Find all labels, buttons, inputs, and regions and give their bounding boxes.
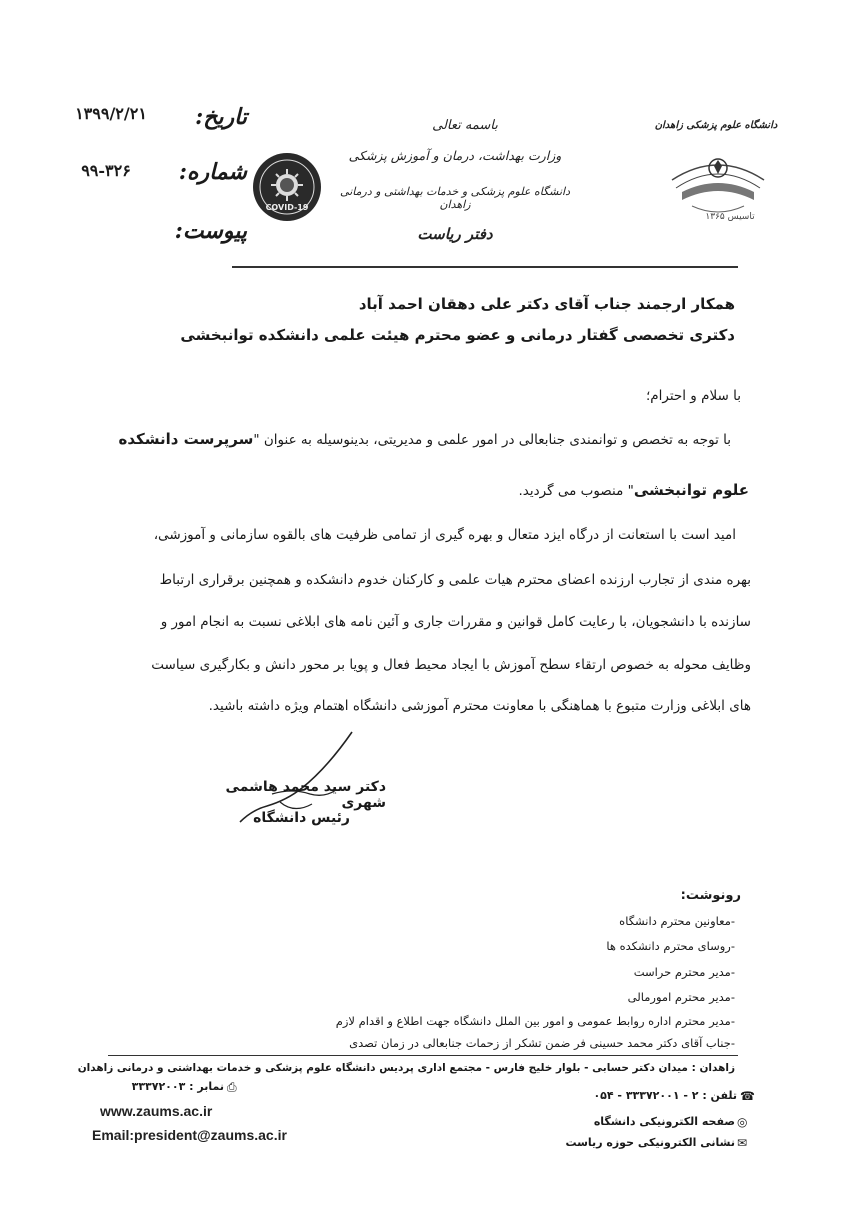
number-label: شماره: bbox=[178, 159, 247, 185]
cc-item: -مدیر محترم امورمالی bbox=[627, 990, 735, 1004]
footer-divider bbox=[108, 1055, 738, 1056]
footer-address: زاهدان : میدان دکتر حسابی - بلوار خلیج فارس - مجتمع اداری پردیس دانشگاه علوم پزشکی و خدمات بهداشتی و درمانی زاهدان bbox=[77, 1062, 735, 1074]
appointment-title-part-2: علوم توانبخشی bbox=[633, 481, 749, 499]
footer-e-address-label: نشانی الکترونیکی حوزه ریاست bbox=[565, 1136, 735, 1149]
signatory-name: دکتر سید محمد هاشمی شهری bbox=[225, 779, 386, 811]
date-label: تاریخ: bbox=[195, 104, 247, 130]
paragraph-1-text: با توجه به تخصص و توانمندی جنابعالی در امور علمی و مدیریتی، بدینوسیله به عنوان " bbox=[253, 432, 731, 448]
cc-item: -مدیر محترم حراست bbox=[633, 965, 735, 979]
website-link[interactable]: www.zaums.ac.ir bbox=[100, 1103, 213, 1119]
cc-item: -جناب آقای دکتر محمد حسینی فر ضمن تشکر از زحمات جنابعالی در زمان تصدی bbox=[349, 1036, 735, 1050]
paragraph-1-line-2 bbox=[109, 481, 749, 499]
attachment-label: پیوست: bbox=[174, 218, 247, 244]
paragraph-2-line: وظایف محوله به خصوص ارتقاء سطح آموزش با ایجاد محیط فعال و پویا بر محور دانش و بکارگیری سیاست bbox=[151, 657, 751, 673]
cc-item: -معاونین محترم دانشگاه bbox=[619, 914, 735, 928]
logo-caption: دانشگاه علوم پزشکی زاهدان bbox=[654, 120, 778, 131]
footer-fax: نمابر : ۳۳۳۷۲۰۰۳ bbox=[131, 1080, 224, 1093]
phone-icon: ☎ bbox=[740, 1089, 755, 1103]
office-name: دفتر ریاست bbox=[417, 225, 493, 243]
cc-heading: رونوشت: bbox=[680, 888, 741, 903]
paragraph-2-line: امید است با استعانت از درگاه ایزد متعال و بهره گیری از تمامی ظرفیت های بالقوه سازمانی و آموزشی، bbox=[153, 527, 736, 543]
paragraph-2-line: سازنده با دانشجویان، با رعایت کامل قوانین و مقررات جاری و آئین نامه های ابلاغی نسبت به انجام امور و bbox=[160, 614, 751, 630]
paragraph-2-line: بهره مندی از تجارب ارزنده اعضای محترم هیات علمی و کارکنان خدوم دانشکده و همچنین برقراری ارتباط bbox=[159, 572, 751, 588]
university-name: دانشگاه علوم پزشکی و خدمات بهداشتی و درمانی زاهدان bbox=[340, 185, 570, 211]
cc-item: -روسای محترم دانشکده ها bbox=[606, 939, 735, 953]
covid-badge-label: COVID-19 bbox=[265, 203, 309, 212]
paragraph-1-ending: " منصوب می گردید. bbox=[518, 483, 634, 499]
date-value: ۱۳۹۹/۲/۲۱ bbox=[75, 104, 147, 123]
covid-badge bbox=[252, 152, 322, 222]
ministry-name: وزارت بهداشت، درمان و آموزش پزشکی bbox=[348, 148, 562, 163]
paragraph-1-line-1 bbox=[91, 430, 731, 448]
appointment-title-part-1: سرپرست دانشکده bbox=[118, 430, 254, 448]
footer-e-page-label: صفحه الکترونیکی دانشگاه bbox=[593, 1115, 735, 1128]
fax-icon: ⎙ bbox=[227, 1080, 237, 1094]
email-link[interactable]: Email:president@zaums.ac.ir bbox=[92, 1127, 287, 1143]
web-icon: ◎ bbox=[737, 1115, 748, 1129]
number-value: ۹۹-۳۲۶ bbox=[81, 161, 131, 180]
bismillah: باسمه تعالی bbox=[432, 118, 498, 133]
recipient-line-1: همکار ارجمند جناب آقای دکتر علی دهقان احمد آباد bbox=[358, 295, 735, 313]
signatory-title: رئیس دانشگاه bbox=[253, 810, 350, 826]
logo-year: تاسیس ۱۳۶۵ bbox=[705, 212, 755, 222]
paragraph-2-line: های ابلاغی وزارت متبوع با هماهنگی با معاونت محترم آموزشی دانشگاه اهتمام ویژه داشته باشید. bbox=[208, 698, 751, 714]
footer-phone: تلفن : ۲ - ۳۳۳۷۲۰۰۱ - ۰۵۴ bbox=[593, 1089, 737, 1102]
cc-item: -مدیر محترم اداره روابط عمومی و امور بین الملل دانشگاه جهت اطلاع و اقدام لازم bbox=[335, 1014, 735, 1028]
header-divider bbox=[232, 266, 738, 268]
greeting: با سلام و احترام؛ bbox=[645, 388, 741, 404]
recipient-line-2: دکتری تخصصی گفتار درمانی و عضو محترم هیئت علمی دانشکده توانبخشی bbox=[180, 326, 735, 344]
email-icon: ✉ bbox=[737, 1136, 748, 1150]
